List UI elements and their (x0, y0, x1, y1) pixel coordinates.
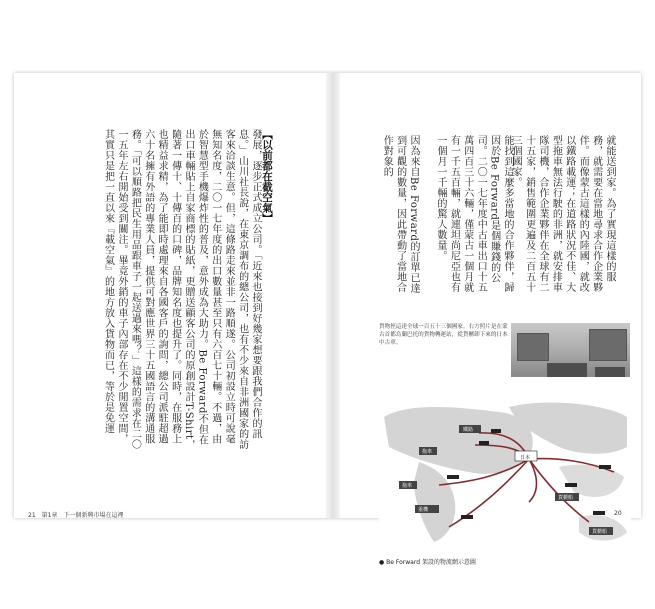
right-page-footer (614, 510, 622, 517)
right-page-body-col3 (381, 135, 420, 300)
figure-top-caption: 貨物徑這達全球一百五十三個國家。右方照片是在蒙古首都烏蘭巴托的貨物轉運站，從貨櫃卸下來的日本中古車。 (379, 324, 508, 346)
bullet-icon: ● (379, 559, 385, 566)
map-label-japan: 日本 (520, 455, 531, 461)
left-footer-text: 21 第1章 下一個新興市場在這裡 (28, 512, 124, 519)
section-heading: 【以前都在截空氣】 (261, 129, 273, 224)
right-text-1: 就能送到家。為了實現這樣的服務，就需要在當地尋求合作企業夥伴。而像蒙古這樣的內陸國，就改以鐵路載運；在道路狀況不佳、大型拖車無法行駛的非洲，就安排車隊司機，合作企業夥伴在全球有二十五家，銷售範圍更遍及二百五十三個國家。 (510, 135, 615, 293)
left-page-heading (260, 129, 275, 249)
logistics-map (379, 377, 631, 559)
figure-bottom-caption (379, 557, 476, 566)
right-page-body-col2 (426, 135, 514, 300)
left-page-body (52, 129, 262, 454)
right-text-3: 因為來自Be Forward的訂單已達到可觀的數量，因此帶動了當地合作對象的 (381, 135, 419, 294)
right-page-body-col1 (510, 135, 616, 300)
map-label-rail: 鐵路 (463, 427, 474, 433)
map-label-truck: 拖車 (422, 449, 433, 455)
book-gutter (326, 73, 340, 518)
map-label-ship: 貨櫃船 (592, 529, 608, 535)
left-page-footer (28, 510, 123, 519)
map-label-heavy: 重機 (418, 507, 429, 513)
right-footer-page-number: 20 (614, 510, 622, 517)
left-page-text: 發展，逐步正式成立公司。「近來也接到好幾家想要跟我們合作的訊息。」山川社長說，在東京調布的總公司，也有不少來自非洲國家的訪客來洽談生意。但，這條路走來並非一路順遂。公司初設立時可說毫無知名度，二〇一七年度的出口數量甚至只有六百七十輛。不過，由於智慧型手機爆炸性的普及，意外成為大助力。Be Forward不但在出口車輛貼上自家商標的貼紙，更贈送顧客公司的原創設計T-Shirt，隨著一傳十、十傳百的口碑，品牌知名度也提升了。同時，在服務上也精益求精，為了能即時處理來自各國客戶的詢問，總公司派駐超過六十名擁有外語的專業人員，提供可對應世界三十五國語言的溝通服務。「可以順路把民生用品跟車子一起送過來嗎？」這樣的需求在二〇一五年左右開始受到關注。畢竟外銷的車子內部存在不少閒置空間，其實只是把一直以來『載空氣』的地方放入貨物而已，等於是免運 (102, 129, 261, 451)
map-label-cargo: 貨櫃船 (558, 495, 574, 501)
figure-caption-text: Be Forward 架設的物流網示意圖 (386, 559, 476, 566)
logistics-figure (379, 323, 631, 565)
book-spread (14, 73, 641, 566)
right-text-2: 能找到這麼多當地的合作夥伴，歸因於Be Forward是個賺錢的公司。二〇一七年度中古車出口十五萬四百三十六輛，僅蒙古一個月就有一千五百輛，就連坦尚尼亞也有一個月一千輛的驚人數量。 (434, 135, 513, 293)
map-label-trailer: 拖車 (402, 483, 413, 489)
